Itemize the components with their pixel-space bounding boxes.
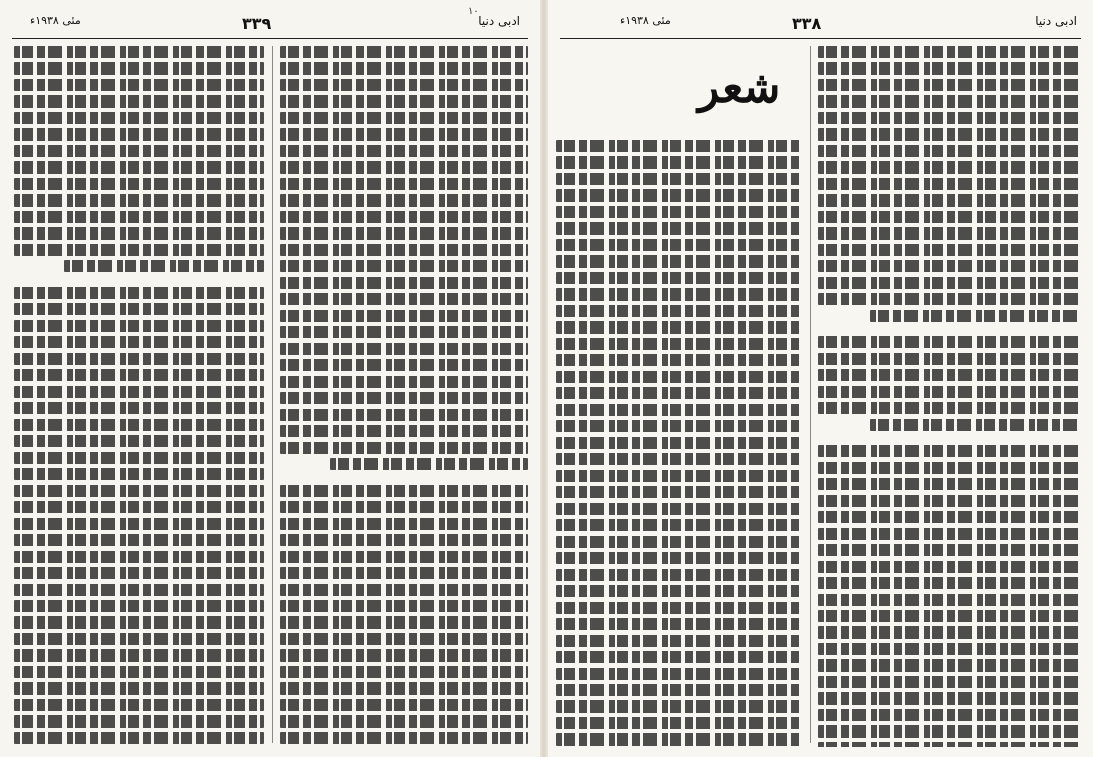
- right-page-right-column: [818, 46, 1080, 747]
- right-header-month: مئی ۱۹۳۸ء: [620, 14, 671, 27]
- left-column-divider: [272, 46, 273, 743]
- left-header-month: مئی ۱۹۳۸ء: [30, 14, 81, 27]
- left-page-left-column: [14, 46, 264, 747]
- left-page-right-column: [280, 46, 528, 747]
- right-page: [548, 0, 1093, 757]
- left-page-header: [12, 6, 528, 40]
- right-header-magazine-name: ادبی دنیا: [1035, 14, 1077, 28]
- book-gutter: [540, 0, 548, 757]
- left-page: [0, 0, 540, 757]
- left-header-rule: [12, 38, 528, 39]
- right-header-rule: [560, 38, 1081, 39]
- right-column-divider: [810, 46, 811, 743]
- article-title: شعر: [698, 62, 781, 113]
- left-top-mark: ۱۰: [468, 6, 479, 17]
- left-header-magazine-name: ادبی دنیا: [478, 14, 520, 28]
- right-header-page-number: ۳۳۸: [792, 14, 822, 33]
- right-page-left-column: [556, 140, 802, 747]
- right-page-header: [560, 6, 1081, 40]
- left-header-page-number: ۳۳۹: [242, 14, 272, 33]
